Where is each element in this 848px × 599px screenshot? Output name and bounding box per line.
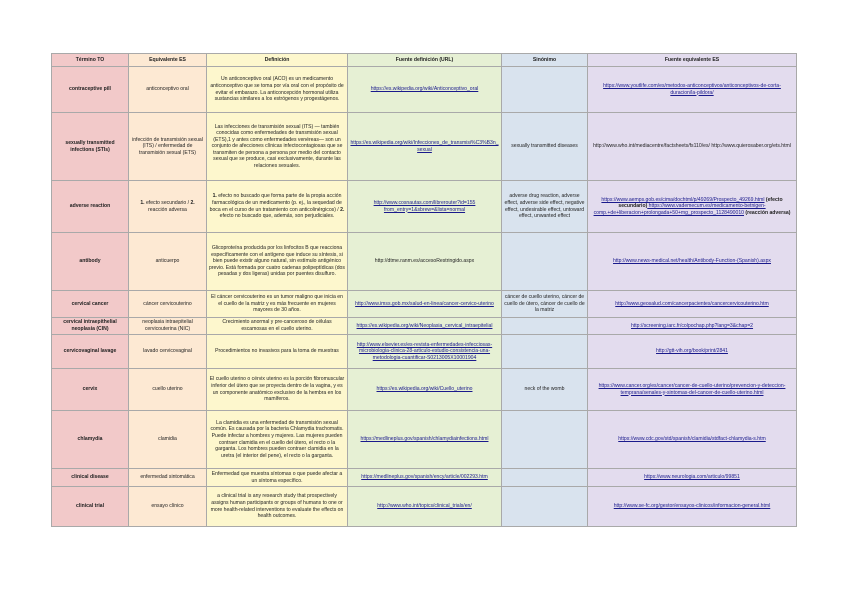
definition-text: efecto no buscado que forma parte de la propia acción farmacológica de un medicamento (p. ej., la sequedad de boca en el curso de un tratamiento con anticolinérgicos) / xyxy=(209,193,342,213)
definition-source-link[interactable]: http://dtme.ranm.es/accesoRestringido.aspx xyxy=(374,258,475,265)
table-row xyxy=(52,318,797,335)
equivalent-cell: anticonceptivo oral xyxy=(129,67,207,113)
definition-cell: Crecimiento anormal y pre-canceroso de células escamosas en el cuello uterino. xyxy=(207,318,348,335)
synonym-cell: neck of the womb xyxy=(502,369,588,411)
equivalent-source-cell xyxy=(588,487,797,527)
definition-source-link[interactable]: http://www.cosnautas.com/librerouter?id=155 from_entry=1&sbrew=&lista=normal xyxy=(373,199,476,213)
definition-cell: Un anticonceptivo oral (ACO) es un medicamento anticonceptivo que se toma por vía oral con el propósito de evitar el embarazo. La anticoncepción hormonal utiliza sustancias similares a los estrógenos y progestágenos. xyxy=(207,67,348,113)
synonym-cell xyxy=(502,233,588,291)
source-note: (efecto secundario) xyxy=(618,196,783,210)
equivalent-cell: lavado cervicovaginal xyxy=(129,335,207,369)
definition-cell: El cuello uterino o cérvix uterino es la porción fibromuscular inferior del útero que se proyecta dentro de la vagina, y es un componente anatómico exclusivo de la hembra en los mamíferos. xyxy=(207,369,348,411)
term-cell: adverse reaction xyxy=(52,181,129,233)
definition-cell: Enfermedad que muestra síntomas o que puede afectar a un síntoma específico. xyxy=(207,469,348,487)
definition-source-cell xyxy=(348,369,502,411)
list-number: 2. xyxy=(190,199,195,206)
table-row xyxy=(52,181,797,233)
term-cell: cervicovaginal lavage xyxy=(52,335,129,369)
header-row xyxy=(52,54,797,67)
equivalent-cell: cáncer cervicouterino xyxy=(129,291,207,318)
header-equivalent-source: Fuente equivalente ES xyxy=(588,54,797,67)
equivalent-source-link[interactable]: https://www.youtlife.com/es/metodos-anticonceptivos/anticonceptivos-de-corta-duracion/la-pildora/ xyxy=(603,82,781,96)
header-equivalent: Equivalente ES xyxy=(129,54,207,67)
definition-source-cell xyxy=(348,181,502,233)
term-cell: contraceptive pill xyxy=(52,67,129,113)
equivalent-source-link[interactable]: http://www.who.int/mediacentre/factsheets/fs110/es/ http://www.quierosaber.org/ets.html xyxy=(593,143,791,150)
equivalent-source-cell xyxy=(588,67,797,113)
list-number: 1. xyxy=(212,193,217,200)
definition-cell: a clinical trial is any research study that prospectively assigns human participants or groups of humans to one or more health-related interventions to evaluate the effects on health outcomes. xyxy=(207,487,348,527)
definition-cell: La clamidia es una enfermedad de transmisión sexual común. Es causada por la bacteria Chlamydia trachomatis. Puede infectar a hombres y mujeres. Las mujeres pueden contraer clamidia en el cuello del útero, el recto o la garganta. Los hombres pueden contraer clamidia en la uretra (el interior del pene), el recto o la garganta. xyxy=(207,411,348,469)
definition-source-link[interactable]: http://www.who.int/topics/clinical_trials/en/ xyxy=(377,503,472,510)
table-row xyxy=(52,487,797,527)
definition-source-link[interactable]: http://www.elsevier.es/es-revista-enfermedades-infecciosas-microbiologia-clinica-28-articulo-estudio-consistencia-una-metodologia-cuantificar-S0213005X10001904 xyxy=(356,341,493,361)
table-row xyxy=(52,67,797,113)
equivalent-cell: anticuerpo xyxy=(129,233,207,291)
synonym-cell xyxy=(502,318,588,335)
table-row xyxy=(52,369,797,411)
equivalent-cell: enfermedad sintomática xyxy=(129,469,207,487)
equivalent-text: reacción adversa xyxy=(148,206,187,213)
synonym-cell: adverse drug reaction, adverse effect, adverse side effect, negative effect, undesirable effect, untoward effect, unwanted effect xyxy=(502,181,588,233)
synonym-cell xyxy=(502,487,588,527)
definition-source-link[interactable]: https://medlineplus.gov/spanish/ency/article/002293.htm xyxy=(361,474,488,481)
term-cell: clinical trial xyxy=(52,487,129,527)
equivalent-source-link[interactable]: http://www.news-medical.net/health/Antibody-Function-(Spanish).aspx xyxy=(613,258,771,265)
list-number: 1. xyxy=(140,199,145,206)
equivalent-source-cell xyxy=(588,469,797,487)
term-cell: chlamydia xyxy=(52,411,129,469)
equivalent-cell: cuello uterino xyxy=(129,369,207,411)
synonym-cell xyxy=(502,469,588,487)
equivalent-source-cell xyxy=(588,318,797,335)
definition-cell: El cáncer cervicouterino es un tumor maligno que inicia en el cuello de la matriz y es más frecuente en mujeres mayores de 30 años. xyxy=(207,291,348,318)
header-definition-source: Fuente definición (URL) xyxy=(348,54,502,67)
definition-source-cell xyxy=(348,469,502,487)
equivalent-source-cell xyxy=(588,335,797,369)
term-cell: clinical disease xyxy=(52,469,129,487)
definition-source-cell xyxy=(348,487,502,527)
synonym-cell xyxy=(502,335,588,369)
table-row xyxy=(52,469,797,487)
equivalent-source-cell xyxy=(588,181,797,233)
header-synonym: Sinónimo xyxy=(502,54,588,67)
equivalent-source-cell xyxy=(588,233,797,291)
equivalent-source-cell xyxy=(588,113,797,181)
table-row xyxy=(52,291,797,318)
header-term: Término TO xyxy=(52,54,129,67)
equivalent-source-link[interactable]: http://screening.iarc.fr/colpochap.php?lang=3&chap=2 xyxy=(630,322,754,329)
definition-source-link[interactable]: https://es.wikipedia.org/wiki/Infecciones_de_transmisi%C3%B3n_sexual xyxy=(350,139,499,153)
definition-cell: Glicoproteína producida por los linfocitos B que reacciona específicamente con el antígeno que induce su síntesis, si bien puede existir alguno natural, sin estímulo antigénico previo. Está formada por cuatro cadenas polipeptídicas (dos pesadas y dos ligeras) unidas por puentes disulfuro. xyxy=(207,233,348,291)
synonym-cell xyxy=(502,67,588,113)
equivalent-source-link[interactable]: http://www.se-fc.org/gestor/ensayos-clinicos/informacion-general.html xyxy=(613,503,771,510)
definition-source-cell xyxy=(348,67,502,113)
table-row xyxy=(52,411,797,469)
definition-cell: Procedimientos no invasivos para la toma de muestras xyxy=(207,335,348,369)
equivalent-source-link[interactable]: https://www.neurologia.com/articulo/99851 xyxy=(644,474,740,481)
definition-source-cell xyxy=(348,233,502,291)
equivalent-source-cell xyxy=(588,411,797,469)
definition-source-cell xyxy=(348,335,502,369)
table-row xyxy=(52,113,797,181)
equivalent-cell xyxy=(129,181,207,233)
definition-source-cell xyxy=(348,318,502,335)
equivalent-source-link[interactable]: https://www.aemps.gob.es/cima/dochtml/p/49269/Prospecto_49269.html xyxy=(601,196,765,203)
definition-text: efecto no buscado que, además, son perjudiciales. xyxy=(219,213,335,220)
equivalent-cell: infección de transmisión sexual (ITS) / enfermedad de transmisión sexual (ETS) xyxy=(129,113,207,181)
equivalent-cell: clamidia xyxy=(129,411,207,469)
synonym-cell: cáncer de cuello uterino, cáncer de cuello de útero, cáncer de cuello de la matriz xyxy=(502,291,588,318)
term-cell: sexually transmitted infections (STIs) xyxy=(52,113,129,181)
synonym-cell xyxy=(502,411,588,469)
term-cell: cervical cancer xyxy=(52,291,129,318)
definition-source-link[interactable]: https://es.wikipedia.org/wiki/Neoplasia_cervical_intraepitelial xyxy=(356,322,493,329)
header-definition: Definición xyxy=(207,54,348,67)
definition-cell: Las infecciones de transmisión sexual (ITS) — también conocidas como enfermedades de transmisión sexual (ETS),1 y antes como enfermedades venéreas— son un conjunto de afecciones clínicas infectocontagiosas que se transmiten de persona a persona por medio del contacto sexual que se produce, casi exclusivamente, durante las relaciones sexuales. xyxy=(207,113,348,181)
definition-source-link[interactable]: http://www.imss.gob.mx/salud-en-linea/cancer-cervico-uterino xyxy=(355,300,494,307)
definition-cell xyxy=(207,181,348,233)
list-number: 2. xyxy=(340,206,345,213)
equivalent-cell: neoplasia intraepitelial cervicouterina (NIC) xyxy=(129,318,207,335)
synonym-cell: sexually transmitted diseases xyxy=(502,113,588,181)
equivalent-source-link[interactable]: http://www.geosalud.com/cancerpacientes/cancercervicouterino.htm xyxy=(615,300,769,307)
table-row xyxy=(52,233,797,291)
equivalent-cell: ensayo clínico xyxy=(129,487,207,527)
term-cell: cervix xyxy=(52,369,129,411)
equivalent-source-cell xyxy=(588,369,797,411)
definition-source-cell xyxy=(348,113,502,181)
definition-source-link[interactable]: https://es.wikipedia.org/wiki/Anticonceptivo_oral xyxy=(370,86,479,93)
term-cell: antibody xyxy=(52,233,129,291)
terminology-table xyxy=(51,53,797,527)
source-note: (reacción adversa) xyxy=(744,209,791,216)
term-cell: cervical intraepithelial neoplasia (CIN) xyxy=(52,318,129,335)
definition-source-cell xyxy=(348,411,502,469)
equivalent-source-link[interactable]: https://www.cancer.org/es/cancer/cancer-de-cuello-uterino/prevencion-y-deteccion-temprana/senales-y-sintomas-del-cancer-de-cuello-uterino.html xyxy=(598,382,786,396)
equivalent-source-link[interactable]: https://www.cdc.gov/std/spanish/clamidia/stdfact-chlamydia-s.htm xyxy=(618,436,766,443)
definition-source-link[interactable]: https://es.wikipedia.org/wiki/Cuello_uterino xyxy=(376,386,473,393)
equivalent-source-link[interactable]: https://www.vademecum.es/medicamento-betnigen-comp.+de+liberacion+prolongada+50+mg_prospecto_1128490010 xyxy=(593,203,766,216)
definition-source-cell xyxy=(348,291,502,318)
equivalent-source-link[interactable]: http://gtt-vih.org/book/print/2841 xyxy=(656,348,728,355)
equivalent-source-cell xyxy=(588,291,797,318)
equivalent-text: efecto secundario / xyxy=(144,199,191,206)
definition-source-link[interactable]: https://medlineplus.gov/spanish/chlamydiainfections.html xyxy=(360,436,489,443)
table-row xyxy=(52,335,797,369)
